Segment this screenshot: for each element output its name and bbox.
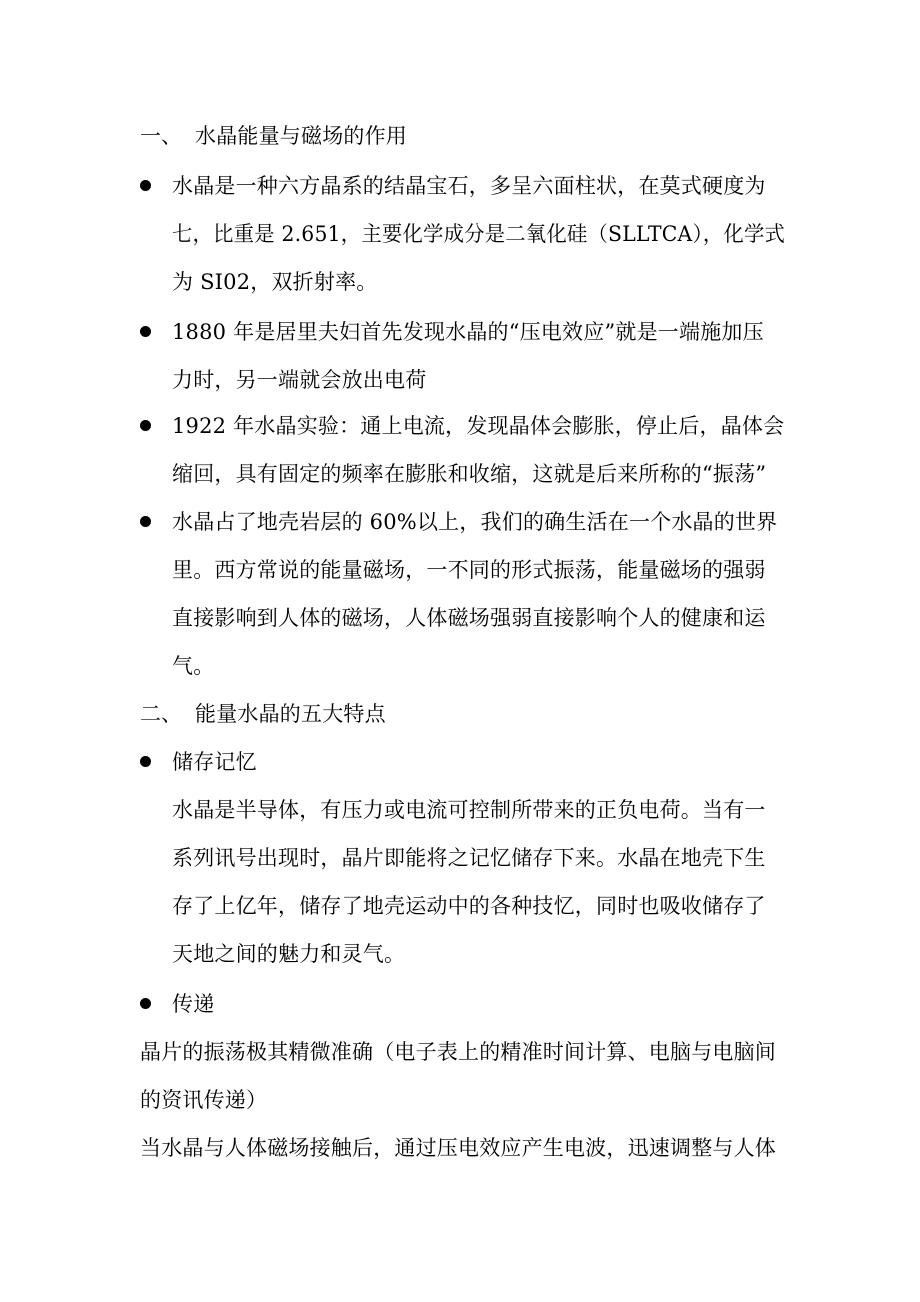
feature-2-label: 传递	[172, 992, 215, 1016]
bullet-4-line-2: 里。西方常说的能量磁场，一不同的形式振荡，能量磁场的强弱	[172, 558, 766, 582]
bullet-dot	[140, 180, 151, 191]
bullet-1-line-2: 七，比重是 2.651，主要化学成分是二氧化硅（SLLTCA），化学式	[172, 222, 786, 246]
section-1-number: 一、	[140, 124, 182, 148]
paragraph-line-2: 的资讯传递）	[140, 1088, 268, 1112]
bullet-3-line-1: 1922 年水晶实验：通上电流，发现晶体会膨胀，停止后，晶体会	[172, 414, 785, 438]
bullet-dot	[140, 756, 151, 767]
bullet-1-line-1: 水晶是一种六方晶系的结晶宝石，多呈六面柱状，在莫式硬度为	[172, 174, 766, 198]
feature-1-body-line-2: 系列讯号出现时，晶片即能将之记忆储存下来。水晶在地壳下生	[172, 846, 766, 870]
bullet-4-line-3: 直接影响到人体的磁场，人体磁场强弱直接影响个人的健康和运	[172, 606, 766, 630]
bullet-1-line-3: 为 SI02，双折射率。	[172, 270, 378, 294]
feature-1-body-line-4: 天地之间的魅力和灵气。	[172, 942, 406, 966]
feature-1-label: 储存记忆	[172, 750, 257, 774]
bullet-2-line-1: 1880 年是居里夫妇首先发现水晶的“压电效应”就是一端施加压	[172, 320, 764, 344]
bullet-4-line-1: 水晶占了地壳岩层的 60%以上，我们的确生活在一个水晶的世界	[172, 510, 778, 534]
bullet-4-line-4: 气。	[172, 654, 215, 678]
bullet-dot	[140, 420, 151, 431]
feature-1-body-line-1: 水晶是半导体，有压力或电流可控制所带来的正负电荷。当有一	[172, 798, 766, 822]
section-2-title: 能量水晶的五大特点	[195, 702, 386, 726]
bullet-2-line-2: 力时，另一端就会放出电荷	[172, 368, 427, 392]
section-1-title: 水晶能量与磁场的作用	[195, 124, 407, 148]
feature-1-body-line-3: 存了上亿年，储存了地壳运动中的各种技忆，同时也吸收储存了	[172, 894, 766, 918]
bullet-3-line-2: 缩回，具有固定的频率在膨胀和收缩，这就是后来所称的“振荡”	[172, 462, 767, 486]
paragraph-line-3: 当水晶与人体磁场接触后，通过压电效应产生电波，迅速调整与人体	[140, 1136, 776, 1160]
paragraph-line-1: 晶片的振荡极其精微准确（电子表上的精准时间计算、电脑与电脑间	[140, 1040, 776, 1064]
bullet-dot	[140, 516, 151, 527]
bullet-dot	[140, 326, 151, 337]
bullet-dot	[140, 998, 151, 1009]
section-2-number: 二、	[140, 702, 182, 726]
